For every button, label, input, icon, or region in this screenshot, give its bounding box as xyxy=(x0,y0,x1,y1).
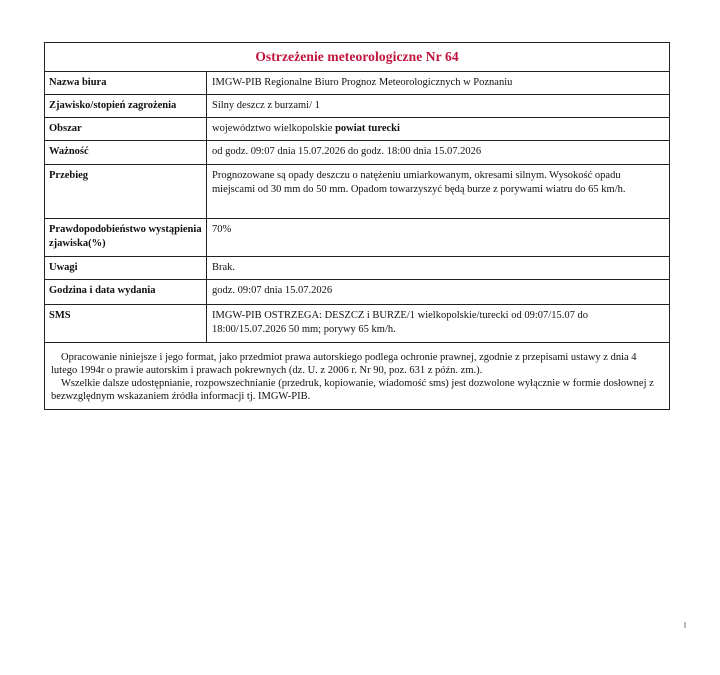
row-phenomenon xyxy=(45,95,669,118)
row-label: Obszar xyxy=(45,118,207,140)
document-title: Ostrzeżenie meteorologiczne Nr 64 xyxy=(45,43,669,72)
row-label: Ważność xyxy=(45,141,207,164)
row-sms xyxy=(45,305,669,343)
row-issue-time xyxy=(45,280,669,305)
row-office-name xyxy=(45,72,669,95)
warning-document xyxy=(44,42,670,410)
scan-mark xyxy=(684,622,686,628)
row-value: Brak. xyxy=(212,262,236,273)
row-validity xyxy=(45,141,669,165)
row-value: IMGW-PIB OSTRZEGA: DESZCZ i BURZE/1 wielkopolskie/turecki od 09:07/15.07 do 18:00/15.07.2026 50 mm; porywy 65 km/h. xyxy=(212,310,588,335)
row-label: Przebieg xyxy=(45,165,207,218)
row-label: Uwagi xyxy=(45,257,207,279)
row-value: IMGW-PIB Regionalne Biuro Prognoz Meteorologicznych w Poznaniu xyxy=(212,77,513,88)
row-value xyxy=(207,118,669,140)
row-label: Nazwa biura xyxy=(45,72,207,94)
row-value: 70% xyxy=(212,224,232,235)
copyright-footer xyxy=(45,343,669,409)
area-region: województwo wielkopolskie xyxy=(212,123,333,134)
row-value: od godz. 09:07 dnia 15.07.2026 do godz. 18:00 dnia 15.07.2026 xyxy=(212,146,482,157)
row-area xyxy=(45,118,669,141)
row-probability xyxy=(45,219,669,257)
row-remarks xyxy=(45,257,669,280)
distribution-paragraph: Wszelkie dalsze udostępnianie, rozpowszechnianie (przedruk, kopiowanie, wiadomość sms) jest dozwolone wyłącznie w formie dosłownej z bezwzględnym wskazaniem źródła informacji tj. IMGW-PIB. xyxy=(51,378,654,402)
row-label: Zjawisko/stopień zagrożenia xyxy=(45,95,207,117)
row-label: Godzina i data wydania xyxy=(45,280,207,304)
row-course xyxy=(45,165,669,219)
row-label: Prawdopodobieństwo wystąpienia zjawiska(%) xyxy=(45,219,207,256)
row-value: Silny deszcz z burzami/ 1 xyxy=(212,100,320,111)
copyright-paragraph: Opracowanie niniejsze i jego format, jako przedmiot prawa autorskiego podlega ochronie prawnej, zgodnie z przepisami ustawy z dnia 4 lutego 1994r o prawie autorskim i prawach pokrewnych (dz. U. z 2006 r. Nr 90, poz. 631 z późn. zm.). xyxy=(51,352,637,376)
row-value: godz. 09:07 dnia 15.07.2026 xyxy=(212,285,333,296)
area-county: powiat turecki xyxy=(335,123,400,134)
row-label: SMS xyxy=(45,305,207,342)
row-value: Prognozowane są opady deszczu o natężeniu umiarkowanym, okresami silnym. Wysokość opadu miejscami od 30 mm do 50 mm. Opadom towarzyszyć będą burze z porywami wiatru do 65 km/h. xyxy=(212,170,626,195)
